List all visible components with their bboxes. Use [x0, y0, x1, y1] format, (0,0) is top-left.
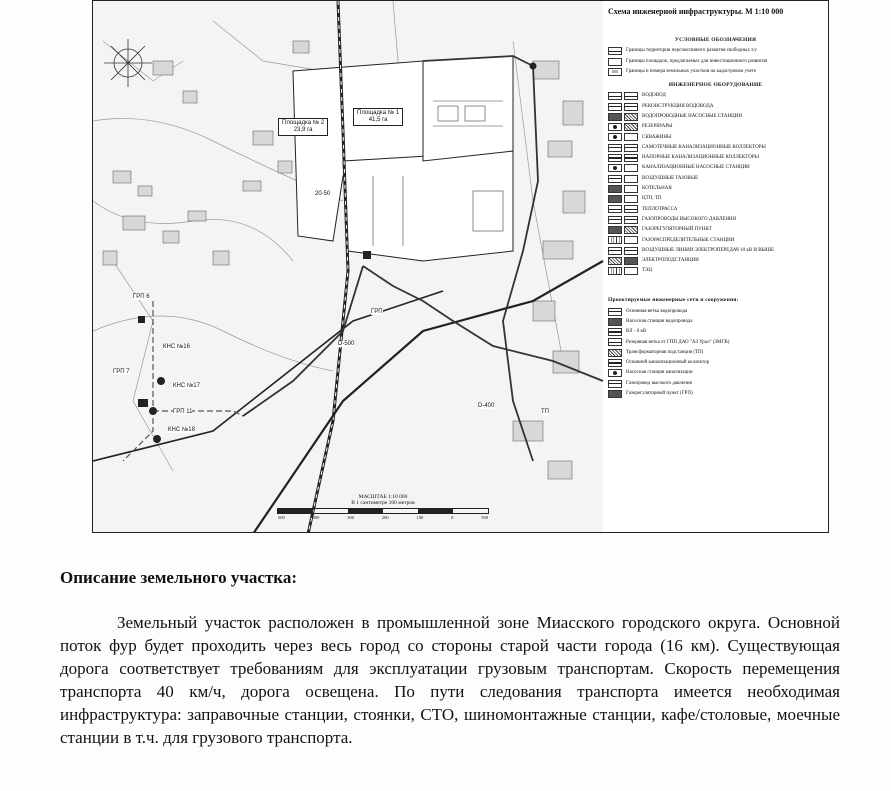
reservoir-icon [624, 123, 638, 131]
power-plant-icon [608, 267, 622, 275]
grp7-label: ГРП 7 [113, 369, 130, 375]
legend-label: Основная ветка водопровода [626, 308, 688, 314]
map-legend [608, 35, 823, 400]
legend-row [608, 92, 823, 100]
scale-tick: 300 [347, 515, 354, 520]
water-reconstruction-icon [608, 103, 622, 111]
power-line-icon [624, 247, 638, 255]
plot1-label [353, 108, 403, 126]
grp6-label: ГРП 6 [133, 294, 150, 300]
legend-row [608, 58, 823, 66]
legend-row [608, 369, 823, 377]
heat-point-icon [624, 195, 638, 203]
sewer-pump-icon [608, 164, 622, 172]
legend-label: Основной канализационный коллектор [626, 360, 710, 366]
legend-heading: УСЛОВНЫЕ ОБОЗНАЧЕНИЯ [674, 37, 757, 43]
power-plant-icon [624, 267, 638, 275]
kns17-label: КНС №17 [173, 383, 200, 389]
legend-row [608, 47, 823, 55]
scale-sublabel: В 1 сантиметре 100 метров [351, 500, 415, 506]
well-icon [608, 133, 622, 141]
substation-icon [624, 257, 638, 265]
reserve-line-icon [608, 338, 622, 346]
gas-distribution-icon [624, 236, 638, 244]
plot2-area: 23,9 га [293, 127, 313, 134]
plot-boundary-icon [608, 58, 622, 66]
water-reconstruction-icon [624, 103, 638, 111]
scale-tick: 0 [451, 515, 454, 520]
legend-row [608, 185, 823, 193]
legend-label: Трансформаторная подстанция (ТП) [626, 349, 704, 355]
reservoir-icon [608, 123, 622, 131]
boiler-icon [608, 185, 622, 193]
tp-label: ТП [541, 409, 549, 415]
cadastral-number-icon: 000 [608, 68, 622, 76]
scale-tick: 500 [278, 515, 285, 520]
legend-row [608, 154, 823, 162]
legend-label: Газорегуляторный пункт (ГРП) [626, 391, 693, 397]
sewer-collector-icon [608, 359, 622, 367]
legend-row [608, 349, 823, 357]
scale-tick: 400 [312, 515, 320, 520]
legend-row [608, 226, 823, 234]
legend-row [608, 113, 823, 121]
legend-row [608, 123, 823, 131]
legend-label: РЕЗЕРВУАРЫ [642, 124, 673, 130]
legend-label: Границы и номера земельных участков на кадастровом учете [626, 69, 757, 75]
legend-label: ГАЗОРАСПРЕДЕЛИТЕЛЬНЫЕ СТАНЦИИ [642, 237, 735, 243]
map-scale [233, 494, 533, 520]
legend-label: Насосная станция канализации [626, 370, 693, 376]
legend-row [608, 380, 823, 388]
legend-label: Насосная станция водопровода [626, 319, 693, 324]
water-pump-icon [608, 318, 622, 326]
legend-label: ВЛ - 6 кВ [626, 329, 647, 335]
d400-label: D-400 [478, 403, 495, 409]
gas-distribution-icon [608, 236, 622, 244]
gas-regulator-icon [608, 226, 622, 234]
legend-label: ВОДОВОД [642, 93, 666, 99]
boundary-line-icon [608, 47, 622, 55]
scale-tick: 200 [381, 515, 389, 520]
transformer-icon [608, 349, 622, 357]
heat-line-icon [608, 205, 622, 213]
legend-row [608, 328, 823, 336]
gravity-sewer-icon [608, 144, 622, 152]
pump-station-icon [624, 113, 638, 121]
legend-row [608, 164, 823, 172]
gas-line-icon [608, 175, 622, 183]
description-paragraph: Земельный участок расположен в промышленной зоне Миасского городского округа. Основной поток фур будет проходить через весь город со стороны старой части города (16 км). Существующая дорога соответствует требованиям для эксплуатации грузовым транспортам. Скорость перемещения транспорта 40 км/ч, дорога освещена. По пути следования транспорта имеется необходимая инфраструктура: заправочные станции, стоянки, СТО, шиномонтажные станции, кафе/столовые, моечные станции в т.ч. для грузового транспорта. [60, 613, 840, 747]
power-6kv-icon [608, 328, 622, 336]
gas-line-icon [624, 175, 638, 183]
power-line-icon [608, 247, 622, 255]
projected-section [608, 297, 823, 398]
legend-label: КАНАЛИЗАЦИОННЫЕ НАСОСНЫЕ СТАНЦИИ [642, 165, 750, 171]
heat-line-icon [624, 205, 638, 213]
legend-row [608, 175, 823, 183]
grp-label: ГРП [371, 309, 383, 315]
legend-row [608, 144, 823, 152]
legend-label: НАПОРНЫЕ КАНАЛИЗАЦИОННЫЕ КОЛЛЕКТОРЫ [642, 155, 759, 161]
legend-label: САМОТЕЧНЫЕ КАНАЛИЗАЦИОННЫЕ КОЛЛЕКТОРЫ [642, 144, 766, 150]
legend-row [608, 308, 823, 316]
engineering-heading: ИНЖЕНЕРНОЕ ОБОРУДОВАНИЕ [668, 81, 763, 88]
sewer-pump-icon [624, 164, 638, 172]
gas-high-icon [608, 216, 622, 224]
heat-point-icon [608, 195, 622, 203]
scale-tick: 500 [481, 515, 488, 520]
legend-row [608, 205, 823, 213]
legend-label: Резервная ветка от ГПП ДАО "АЗ Урал" (ЗМГВ) [626, 339, 730, 345]
legend-label: ЦТП, ТП [642, 196, 662, 202]
plot2-name: Площадка № 2 [282, 120, 325, 126]
kns18-label: КНС №18 [168, 427, 195, 433]
boiler-icon [624, 185, 638, 193]
sewer-pump-station-icon [608, 369, 622, 377]
legend-label: СКВАЖИНЫ [642, 134, 672, 140]
legend-label: ГАЗОРЕГУЛЯТОРНЫЙ ПУНКТ [642, 227, 712, 233]
projected-heading: Проектируемые инженерные сети и сооружения: [608, 297, 739, 304]
grp-icon [608, 390, 622, 398]
pressure-sewer-icon [608, 154, 622, 162]
legend-row [608, 390, 823, 398]
legend-label: ТЭЦ [642, 268, 652, 274]
pressure-sewer-icon [624, 154, 638, 162]
legend-label: ВОДОПРОВОДНЫЕ НАСОСНЫЕ СТАНЦИИ [642, 113, 742, 119]
legend-row [608, 247, 823, 255]
legend-label: ВОЗДУШНЫЕ ЛИНИИ ЭЛЕКТРОПЕРЕДАЧ 10 кВ И ВЫШЕ [642, 247, 775, 253]
scale-ticks [278, 515, 488, 520]
legend-label: ЭЛЕКТРОПОДСТАНЦИИ [642, 258, 699, 264]
scale-label: МАСШТАБ 1:10 000 [358, 494, 408, 500]
gas-high-icon [624, 216, 638, 224]
legend-label: Границы площадок, предлагаемых для инвестиционного развития [626, 58, 767, 64]
legend-row [608, 338, 823, 346]
legend-row [608, 267, 823, 275]
map-title: Схема инженерной инфраструктуры. М 1:10 000 [608, 7, 784, 16]
legend-label: ВОЗДУШНЫЕ ГАЗОВЫЕ [642, 175, 699, 181]
legend-row [608, 195, 823, 203]
plot1-area: 41,5 га [368, 117, 388, 124]
plot2-label [278, 118, 328, 136]
engineering-section [608, 82, 823, 275]
water-pipe-icon [608, 92, 622, 100]
water-pipe-icon [624, 92, 638, 100]
legend-label: ТЕПЛОТРАССА [642, 206, 678, 212]
gas-pipe-icon [608, 380, 622, 388]
legend-label: Газопровод высокого давления [626, 380, 692, 386]
legend-label: ГАЗОПРОВОДЫ ВЫСОКОГО ДАВЛЕНИЯ [642, 216, 736, 222]
d500-label: D-500 [338, 341, 355, 347]
legend-row [608, 359, 823, 367]
substation-icon [608, 257, 622, 265]
main-water-line-icon [608, 308, 622, 316]
legend-row [608, 133, 823, 141]
well-icon [624, 133, 638, 141]
scale-tick: 100 [416, 515, 424, 520]
d50-label: 20-50 [315, 191, 331, 197]
section-title: Описание земельного участка: [60, 568, 298, 587]
gravity-sewer-icon [624, 144, 638, 152]
gas-regulator-icon [624, 226, 638, 234]
plot1-name: Площадка № 1 [357, 110, 400, 116]
legend-label: Границы территории перспективного развития свободных з/у [626, 48, 757, 54]
legend-row [608, 236, 823, 244]
scale-bar [277, 508, 489, 514]
legend-row [608, 318, 823, 326]
legend-row [608, 257, 823, 265]
pump-station-icon [608, 113, 622, 121]
kns16-label: КНС №16 [163, 344, 190, 350]
legend-row [608, 103, 823, 111]
legend-label: КОТЕЛЬНАЯ [642, 186, 672, 192]
legend-label: РЕКОНСТРУКЦИЯ ВОДОВОДА [642, 103, 714, 109]
legend-row [608, 216, 823, 224]
infrastructure-map [92, 0, 829, 533]
grp11-label: ГРП 11 [173, 409, 193, 415]
legend-row [608, 68, 823, 76]
